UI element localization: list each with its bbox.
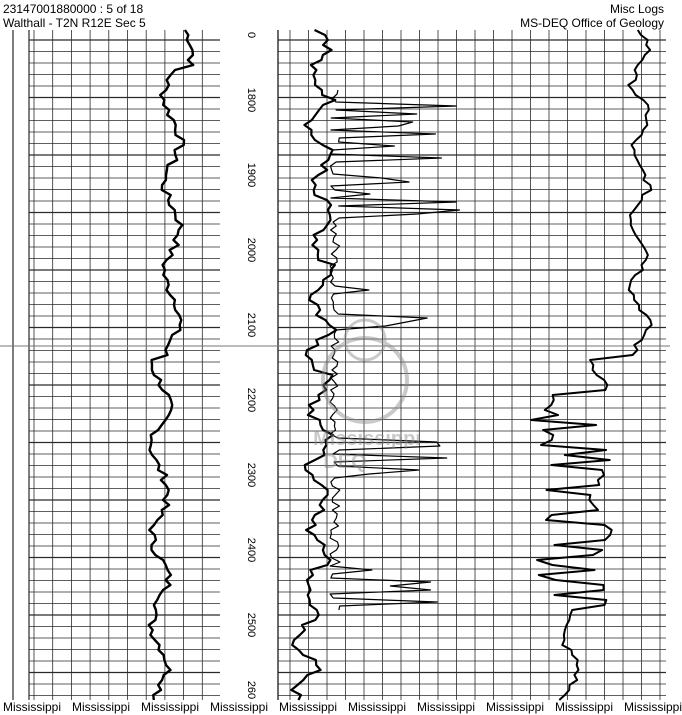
footer-mississippi-2: Mississippi <box>72 700 131 714</box>
footer-mississippi-10: Mississippi <box>624 700 682 714</box>
depth-label: 1800 <box>245 87 257 113</box>
depth-label: 2500 <box>245 612 257 638</box>
depth-label: 2200 <box>245 387 257 413</box>
well-id-label: 23147001880000 : 5 of 18 <box>3 2 144 16</box>
footer-mississippi-6: Mississippi <box>348 700 407 714</box>
depth-label: 1900 <box>245 162 257 188</box>
footer-mississippi-7: Mississippi <box>417 700 476 714</box>
footer-mississippi-4: Mississippi <box>210 700 269 714</box>
agency-label: MS-DEQ Office of Geology <box>520 16 664 30</box>
footer-mississippi-8: Mississippi <box>486 700 545 714</box>
footer-strip <box>0 700 682 715</box>
footer-mississippi-3: Mississippi <box>141 700 200 714</box>
watermark-line1: Mississippi <box>313 428 421 450</box>
depth-label: 260 <box>245 680 257 700</box>
watermark-line2: DEQ <box>323 451 367 473</box>
depth-label: 0 <box>245 31 257 39</box>
footer-mississippi-5: Mississippi <box>279 700 338 714</box>
depth-label: 2300 <box>245 462 257 488</box>
depth-label: 2000 <box>245 237 257 263</box>
depth-label: 2400 <box>245 537 257 563</box>
footer-mississippi-9: Mississippi <box>555 700 614 714</box>
depth-label: 2100 <box>245 312 257 338</box>
well-log-scan <box>0 30 670 700</box>
log-type-label: Misc Logs <box>609 2 664 16</box>
location-label: Walthall - T2N R12E Sec 5 <box>3 16 146 30</box>
footer-mississippi-1: Mississippi <box>3 700 62 714</box>
